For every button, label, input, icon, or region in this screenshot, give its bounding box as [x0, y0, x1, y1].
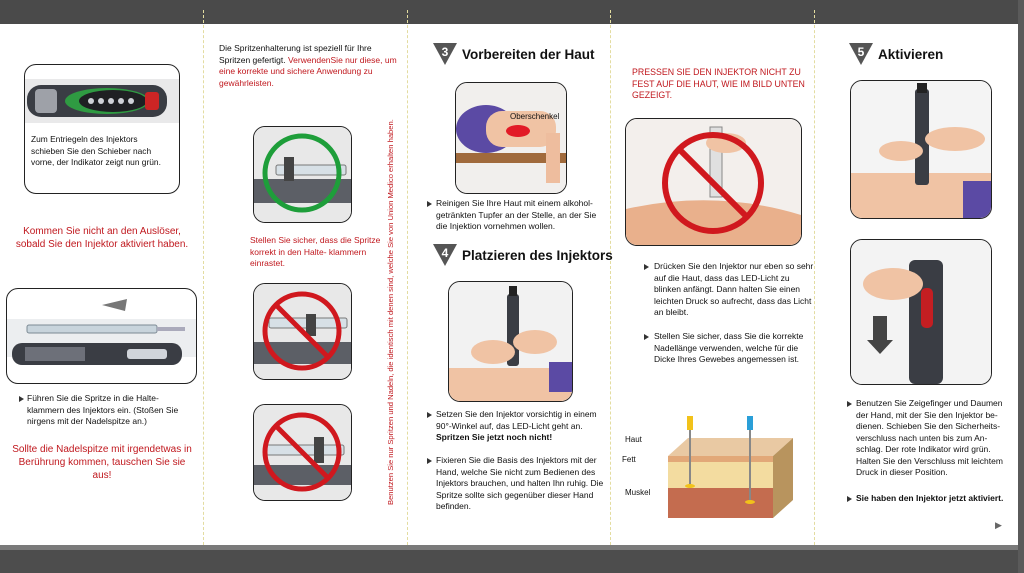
syringe-insert-illustration — [6, 288, 197, 384]
fold-line — [814, 10, 815, 545]
wrong-holder-image-2 — [254, 405, 351, 500]
syringe-vertical-note: Benutzen Sie nur Spritzen und Nadeln, die identisch mit denen sind, welche Sie von Union Medico erhalten haben. — [386, 119, 395, 505]
step-5-title: Aktivieren — [878, 46, 944, 62]
correct-holder-image — [254, 127, 351, 222]
placement-image — [449, 282, 572, 401]
step-5-heading — [849, 43, 943, 65]
fold-line — [203, 10, 204, 545]
holder-intro — [219, 43, 399, 89]
bullet-icon — [644, 264, 649, 270]
next-page-icon[interactable]: ▶ — [995, 520, 1002, 530]
bullet-icon — [644, 334, 649, 340]
place-injector-text: Setzen Sie den Injektor vorsichtig in einem 90°-Winkel auf, das LED-Licht geht an. — [436, 409, 597, 431]
thigh-illustration — [455, 82, 567, 194]
wrong-holder-illustration-2 — [253, 404, 352, 501]
skin-layers-image — [658, 408, 798, 520]
slide-down-illustration — [850, 239, 992, 385]
bullet-icon — [847, 401, 852, 407]
pressure-warning: PRESSEN SIE DEN INJEKTOR NICHT ZU FEST AUF DIE HAUT, WIE IM BILD UNTEN GEZEIGT. — [632, 67, 805, 100]
step-4-title: Platzieren des Injektors — [462, 247, 613, 263]
thigh-image — [456, 83, 566, 193]
right-edge — [1018, 0, 1024, 573]
holder-intro-text: Die Spritzenhalterung ist speziell für Ihre Spritzen gefertigt. — [219, 43, 372, 65]
do-not-inject-warning: Spritzen Sie jetzt noch nicht! — [436, 432, 553, 442]
top-bar — [0, 0, 1024, 24]
bullet-icon — [19, 396, 24, 402]
step-badge-icon — [849, 43, 873, 65]
fold-line — [407, 10, 408, 545]
label-fett: Fett — [622, 455, 636, 464]
step-badge-icon — [433, 43, 457, 65]
activate-illustration — [850, 80, 992, 219]
injector-unlock-illustration — [24, 64, 180, 194]
bullet-icon — [427, 412, 432, 418]
wrong-pressure-illustration — [625, 118, 802, 246]
activated-confirmation: Sie haben den Injektor jetzt aktiviert. — [856, 493, 1004, 503]
place-injector-instruction — [436, 409, 606, 444]
placement-illustration — [448, 281, 573, 402]
press-gently-instruction: Drücken Sie den Injektor nur eben so sehr auf die Haut, dass das LED-Licht zu blinken anfängt. Dann halten Sie einen leichten Druck so aufrecht, dass das Licht an bleibt. — [654, 261, 814, 317]
step-5-number: 5 — [857, 45, 865, 59]
step-3-heading — [433, 43, 595, 65]
bullet-icon — [427, 201, 432, 207]
holder-check-text: Stellen Sie sicher, dass die Spritze korrekt in den Halte- klammern einrastet. — [250, 235, 381, 268]
correct-holder-illustration — [253, 126, 352, 223]
wrong-holder-illustration-1 — [253, 283, 352, 380]
bullet-icon — [427, 458, 432, 464]
step-badge-icon — [433, 244, 457, 266]
wrong-holder-image-1 — [254, 284, 351, 379]
needle-warning: Sollte die Nadelspitze mit irgendetwas in Berührung kommen, tauschen Sie sie aus! — [12, 444, 192, 481]
skin-layers-diagram — [658, 408, 798, 520]
step-4-number: 4 — [441, 246, 449, 260]
bottom-bar — [0, 545, 1024, 573]
syringe-insert-image — [7, 289, 196, 383]
activate-instruction: Benutzen Sie Zeigefinger und Daumen der Hand, mit der Sie den Injektor be- dienen. Schieben Sie den Sicherheits- verschluss nach unten bis zum An- schlag. Der rote Indikator wird grün. Halten Sie den Verschluss mit leichtem Druck in dieser Position. — [856, 398, 1003, 477]
label-muskel: Muskel — [625, 488, 651, 497]
label-haut: Haut — [625, 435, 642, 444]
slide-down-image — [851, 240, 991, 384]
step-3-number: 3 — [441, 45, 449, 59]
holder-intro-warning: VerwendenSie nur diese, um eine korrekte und sichere Anwendung zu gewährleisten. — [219, 54, 397, 88]
step-4-heading — [433, 244, 613, 266]
wrong-pressure-image — [626, 119, 801, 245]
clean-skin-instruction: Reinigen Sie Ihre Haut mit einem alkohol- getränkten Tupfer an der Stelle, an der Sie die Injektion vornehmen wollen. — [436, 198, 597, 231]
unlock-caption: Zum Entriegeln des Injektors schieben Sie den Schieber nach vorne, der Indikator zeigt nun grün. — [31, 134, 161, 167]
fold-line — [610, 10, 611, 545]
bullet-icon — [847, 496, 852, 502]
needle-length-instruction: Stellen Sie sicher, dass Sie die korrekte Nadellänge verwenden, welche für die Dicke Ihres Gewebes angemessen ist. — [654, 331, 804, 364]
insert-instruction: Führen Sie die Spritze in die Halte- klammern des Injektors ein. (Stoßen Sie nirgens mit der Nadelspitze an.) — [27, 393, 179, 426]
thigh-label: Oberschenkel — [510, 112, 560, 121]
step-3-title: Vorbereiten der Haut — [462, 46, 595, 62]
activate-image — [851, 81, 991, 218]
fix-base-instruction: Fixieren Sie die Basis des Injektors mit der Hand, welche Sie nicht zum Bedienen des Injektors brauchen, und halten Ihn ruhig. Die Spritze sollte sich gegenüber dieser Hand befinden. — [436, 455, 604, 511]
injector-image — [25, 65, 179, 193]
trigger-warning: Kommen Sie nicht an den Auslöser, sobald Sie den Injektor aktiviert haben. — [15, 226, 189, 250]
